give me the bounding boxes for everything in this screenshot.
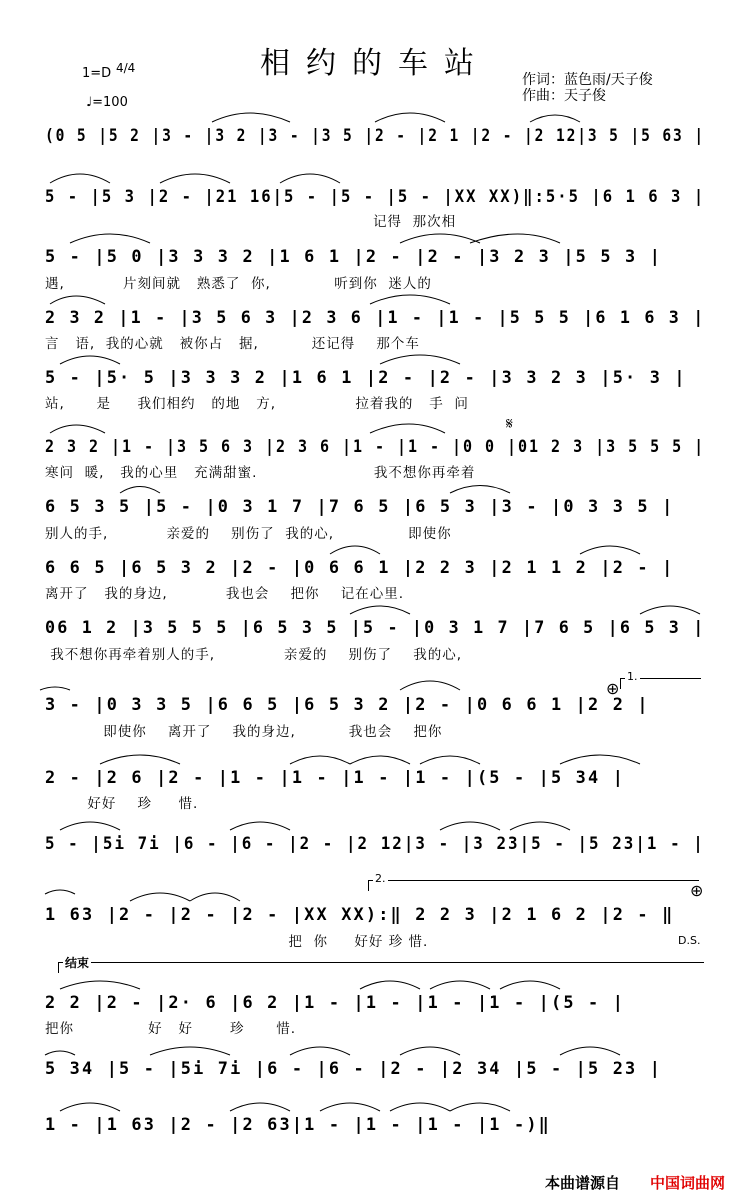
lyric-row-9: 我不想你再牵着别人的手, 亲爱的 别伤了 我的心, xyxy=(45,647,462,663)
notation-row-16: 1 - |1 63 |2 - |2 63|1 - |1 - |1 - |1 -)‖ xyxy=(45,1115,552,1135)
footer-site-name: 中国词曲网 xyxy=(650,1174,726,1192)
end-label: 结束 xyxy=(65,956,90,970)
segno-sign: 𝄋 xyxy=(506,414,513,433)
song-title: 相约的车站 xyxy=(260,46,490,81)
time-signature-text: 4/4 xyxy=(116,61,136,75)
notation-row-14: 2 2 |2 - |2· 6 |6 2 |1 - |1 - |1 - |1 - |(5 - | xyxy=(45,993,626,1013)
lyric-row-3: 遇, 片刻间就 熟悉了 你, 听到你 迷人的 xyxy=(45,276,432,292)
lyric-row-11: 好好 珍 惜. xyxy=(45,796,199,812)
second-ending-label: 2. xyxy=(375,872,386,885)
lyric-row-7: 别人的手, 亲爱的 别伤了 我的心, 即使你 xyxy=(45,526,452,542)
notation-row-15: 5 34 |5 - |5i 7i |6 - |6 - |2 - |2 34 |5 - |5 23 | xyxy=(45,1059,663,1079)
footer-source-label: 本曲谱源自 xyxy=(545,1174,621,1192)
notation-row-1: (0 5 |5 2 |3 - |3 2 |3 - |3 5 |2 - |2 1 |2 - |2 12|3 5 |5 63 | xyxy=(45,126,705,146)
coda-sign-1: ⊕ xyxy=(606,679,620,698)
notation-row-5: 5 - |5· 5 |3 3 3 2 |1 6 1 |2 - |2 - |3 3 2 3 |5· 3 | xyxy=(45,368,687,388)
lyric-row-10: 即使你 离开了 我的身边, 我也会 把你 xyxy=(45,724,443,740)
lyricist-credit: 作词：蓝色雨/天子俊 xyxy=(522,72,653,88)
notation-row-2: 5 - |5 3 |2 - |21 16|5 - |5 - |5 - |XX XX)‖:5·5 |6 1 6 3 | xyxy=(45,187,706,207)
notation-row-3: 5 - |5 0 |3 3 3 2 |1 6 1 |2 - |2 - |3 2 3 |5 5 3 | xyxy=(45,247,663,267)
notation-row-11: 2 - |2 6 |2 - |1 - |1 - |1 - |1 - |(5 - |5 34 | xyxy=(45,768,626,788)
notation-row-12: 5 - |5i 7i |6 - |6 - |2 - |2 12|3 - |3 23|5 - |5 23|1 - | xyxy=(45,834,705,854)
notation-row-10: 3 - |0 3 3 5 |6 6 5 |6 5 3 2 |2 - |0 6 6 1 |2 2 | xyxy=(45,695,650,715)
tempo-mark: ♩=100 xyxy=(86,95,128,110)
first-ending-label: 1. xyxy=(627,670,638,683)
notation-row-6: 2 3 2 |1 - |3 5 6 3 |2 3 6 |1 - |1 - |0 0 |01 2 3 |3 5 5 5 | xyxy=(45,437,706,457)
lyric-row-8: 离开了 我的身边, 我也会 把你 记在心里. xyxy=(45,586,404,602)
lyric-row-4: 言 语, 我的心就 被你占 据, 还记得 那个车 xyxy=(45,336,420,352)
lyric-row-14: 把你 好 好 珍 惜. xyxy=(45,1021,297,1037)
notation-row-9: 06 1 2 |3 5 5 5 |6 5 3 5 |5 - |0 3 1 7 |7 6 5 |6 5 3 | xyxy=(45,618,706,638)
dal-segno-mark: D.S. xyxy=(678,934,701,947)
lyric-row-5: 站, 是 我们相约 的地 方, 拉着我的 手 问 xyxy=(45,396,469,412)
coda-sign-2: ⊕ xyxy=(690,881,704,900)
notation-row-4: 2 3 2 |1 - |3 5 6 3 |2 3 6 |1 - |1 - |5 5 5 |6 1 6 3 | xyxy=(45,308,706,328)
notation-row-7: 6 5 3 5 |5 - |0 3 1 7 |7 6 5 |6 5 3 |3 - |0 3 3 5 | xyxy=(45,497,675,517)
lyric-row-2: 记得 那次相 xyxy=(45,214,457,230)
notation-row-13: 1 63 |2 - |2 - |2 - |XX XX):‖ 2 2 3 |2 1 6 2 |2 - ‖ xyxy=(45,905,675,925)
lyric-row-13: 把 你 好好 珍 惜. xyxy=(45,934,429,950)
lyric-row-6: 寒问 暖, 我的心里 充满甜蜜. 我不想你再牵着 xyxy=(45,465,476,481)
key-signature: 1=D xyxy=(82,66,112,81)
notation-row-8: 6 6 5 |6 5 3 2 |2 - |0 6 6 1 |2 2 3 |2 1 1 2 |2 - | xyxy=(45,558,675,578)
composer-credit: 作曲：天子俊 xyxy=(522,88,606,104)
